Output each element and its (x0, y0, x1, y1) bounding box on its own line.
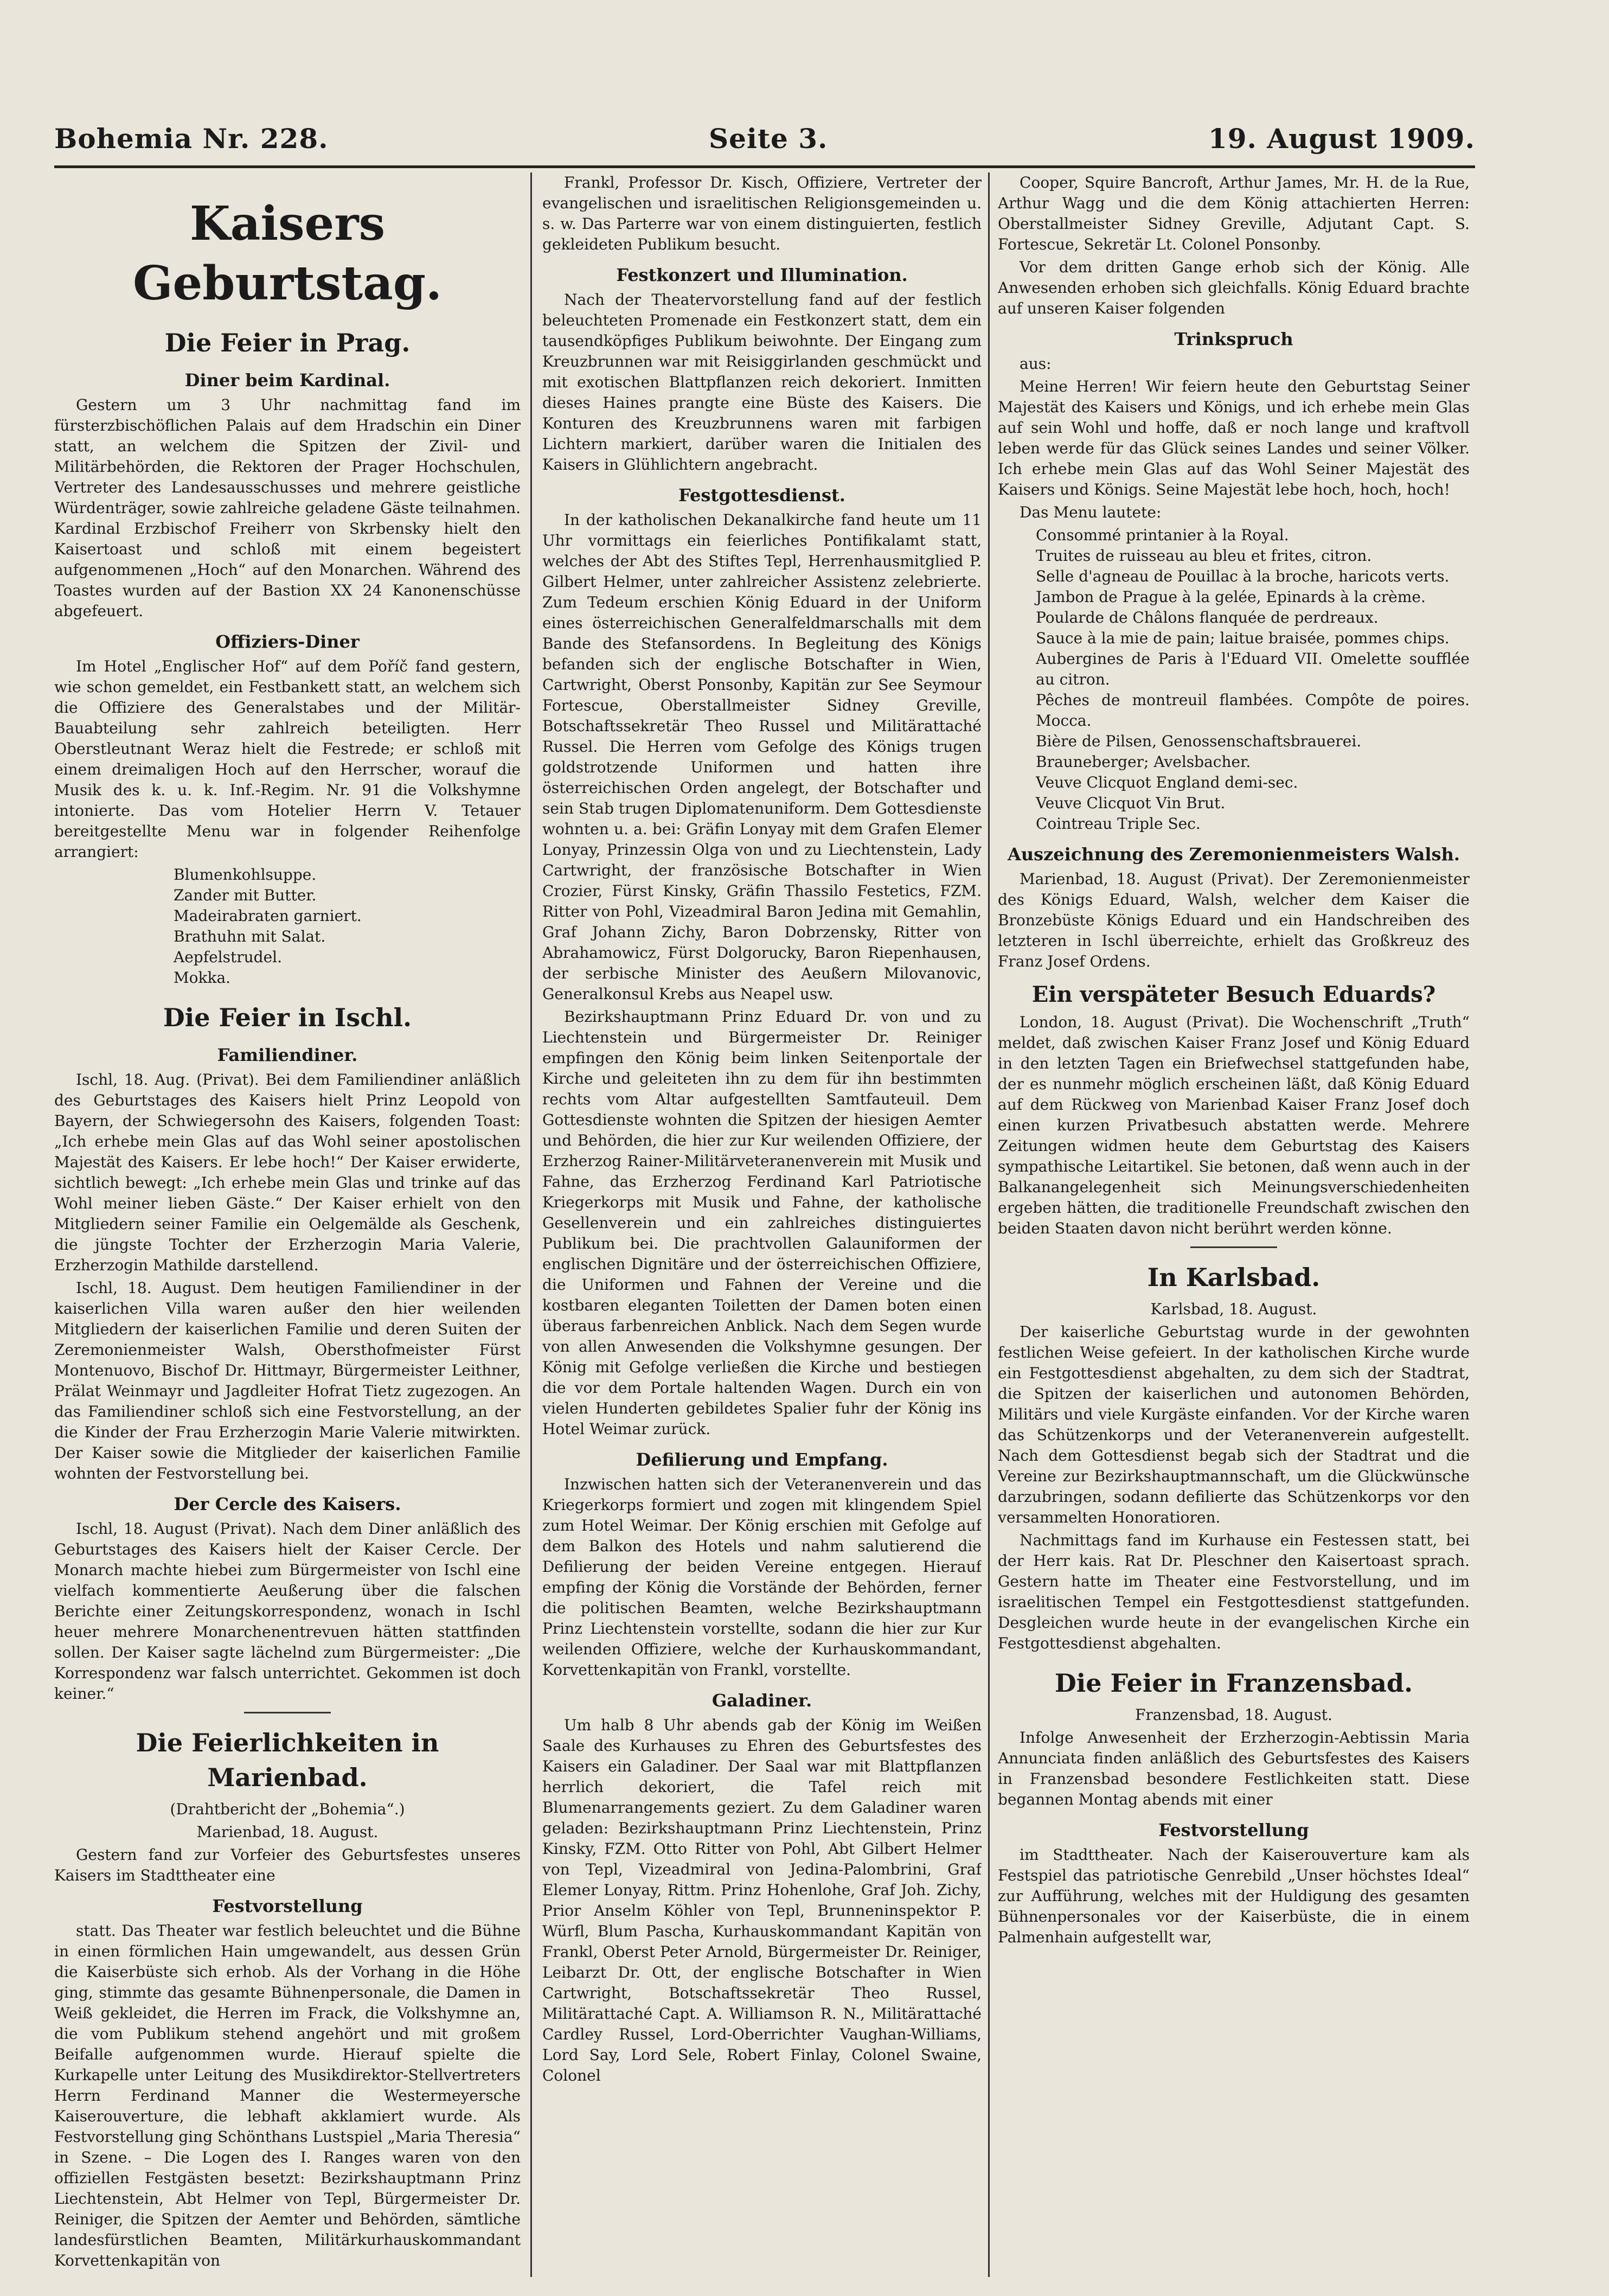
subsection-defilierung: Defilierung und Empfang. (636, 1449, 888, 1470)
menu-item: Madeirabraten garniert. (174, 907, 362, 925)
article-paragraph: Cooper, Squire Bancroft, Arthur James, Mr. H. de la Rue, Arthur Wagg und die dem König attachierten Herren: Oberstallmeister Sidney Greville, Adjutant Capt. S. Fortescue, Sekretär Lt. Colonel Ponsonby. (998, 174, 1470, 253)
article-paragraph: aus: (1020, 355, 1052, 373)
article-paragraph: Das Menu lautete: (1020, 503, 1162, 521)
column-2 (542, 172, 982, 2277)
menu-item: Brauneberger; Avelsbacher. (1036, 753, 1251, 771)
dateline: Franzensbad, 18. August. (1135, 1706, 1332, 1724)
menu-item: Zander mit Butter. (174, 886, 317, 904)
menu-item: Veuve Clicquot Vin Brut. (1036, 794, 1226, 812)
article-paragraph: Infolge Anwesenheit der Erzherzogin-Aebtissin Maria Annunciata finden anläßlich des Geburtsfestes des Kaisers in Franzensbad besondere Festlichkeiten statt. Diese begannen Montag abends mit einer (998, 1729, 1470, 1808)
menu-list-prag (174, 865, 521, 988)
subsection-festvorstellung: Festvorstellung (212, 1896, 363, 1916)
menu-item: Jambon de Prague à la gelée, Epinards à la crème. (1036, 588, 1426, 606)
menu-item: Blumenkohlsuppe. (174, 866, 317, 884)
column-rule-2 (988, 172, 990, 2277)
wire-note: (Drahtbericht der „Bohemia“.) (170, 1800, 405, 1818)
menu-item: Consommé printanier à la Royal. (1036, 526, 1289, 544)
menu-item: Cointreau Triple Sec. (1036, 815, 1201, 833)
menu-item: Pêches de montreuil flambées. Compôte de poires. Mocca. (1036, 691, 1470, 730)
article-paragraph: Inzwischen hatten sich der Veteranenverein und das Kriegerkorps formiert und zogen mit klingendem Spiel zum Hotel Weimar. Der König erschien mit Gefolge auf dem Balkon des Hotels und nahm salutierend die Defilierung der beiden Vereine entgegen. Hierauf empfing der König die Vorstände der Behörden, ferner die politischen Beamten, welche Bezirkshauptmann Prinz Liechtenstein vorstellte, sodann die hier zur Kur weilenden Offiziere, welche der Kurhauskommandant, Korvettenkapitän von Frankl, vorstellte. (542, 1475, 982, 1679)
section-divider (244, 1712, 331, 1713)
subsection-festkonzert: Festkonzert und Illumination. (616, 265, 908, 285)
page-header (54, 114, 1475, 163)
article-paragraph: Ischl, 18. August (Privat). Nach dem Diner anläßlich des Geburtstages des Kaisers hielt der Kaiser Cercle. Der Monarch machte hiebei zum Bürgermeister von Ischl eine vielfach kommentierte Aeußerung über die falschen Berichte einer Zeitungskorrespondenz, wonach in Ischl heuer mehrere Monarchenentrevuen hätten stattfinden sollen. Der Kaiser sagte lächelnd zum Bürgermeister: „Die Korrespondenz war falsch unterrichtet. Gekommen ist doch keiner.“ (54, 1520, 521, 1703)
section-divider (1190, 1246, 1277, 1248)
article-paragraph: Bezirkshauptmann Prinz Eduard Dr. von und zu Liechtenstein und Bürgermeister Dr. Reiniger empfingen den König beim linken Seitenportale der Kirche und geleiteten ihn zu dem für ihn bestimmten rechts vom Altar aufgestellten Samtfauteuil. Dem Gottesdienste wohnten die Spitzen der hiesigen Aemter und Behörden, die hier zur Kur weilenden Offiziere, der Erzherzog Rainer-Militärveteranenverein mit Musik und Fahne, das Erzherzog Ferdinand Karl Patriotische Kriegerkorps mit Musik und Fahne, der katholische Gesellenverein und ein zahlreiches distinguiertes Publikum bei. Die prachtvollen Galauniformen der englischen Dignitäre und der österreichischen Offiziere, die Uniformen und Fahnen der Vereine und die kostbaren eleganten Toiletten der Damen boten einen überaus farbenreichen Anblick. Nach dem Segen wurde von allen Anwesenden die Volkshymne gesungen. Der König mit Gefolge verließen die Kirche und bestiegen die vor dem Portale haltenden Wagen. Durch ein von vielen Hunderten gebildetes Spalier fuhr der König ins Hotel Weimar zurück. (542, 1008, 982, 1438)
subsection-festgottesdienst: Festgottesdienst. (678, 485, 845, 506)
dateline: Marienbad, 18. August. (196, 1823, 379, 1841)
column-3 (998, 172, 1470, 2277)
article-paragraph: Ischl, 18. Aug. (Privat). Bei dem Familiendiner anläßlich des Geburtstages des Kaisers hielt Prinz Leopold von Bayern, der Schwiegersohn des Kaisers, folgenden Toast: „Ich erhebe mein Glas auf das Wohl seiner apostolischen Majestät des Kaisers. Er lebe hoch!“ Der Kaiser erwiderte, sichtlich bewegt: „Ich erhebe mein Glas und trinke auf das Wohl meiner lieben Gäste.“ Der Kaiser erhielt von den Mitgliedern seiner Familie ein Oelgemälde als Geschenk, die jüngste Tochter der Erzherzogin Maria Valerie, Erzherzogin Mathilde darstellend. (54, 1071, 521, 1274)
article-paragraph: London, 18. August (Privat). Die Wochenschrift „Truth“ meldet, daß zwischen Kaiser Franz Josef und König Eduard in den letzten Tagen ein Briefwechsel stattgefunden habe, der es nunmehr möglich erscheinen läßt, daß König Eduard auf dem Rückweg von Marienbad Kaiser Franz Josef doch einen kurzen Privatbesuch abstatten werde. Mehrere Zeitungen widmen heute dem Geburtstag des Kaisers sympathische Leitartikel. Sie betonen, daß wenn auch in der Balkanangelegenheit sich Meinungsverschiedenheiten ergeben hätten, die traditionelle Freundschaft zwischen den beiden Staaten davon nicht berührt werden könne. (998, 1013, 1470, 1237)
header-rule (54, 165, 1475, 168)
menu-item: Bière de Pilsen, Genossenschaftsbrauerei. (1036, 732, 1362, 750)
section-title-karlsbad: In Karlsbad. (1147, 1263, 1320, 1292)
header-page-number: Seite 3. (709, 122, 828, 155)
section-title-prag: Die Feier in Prag. (164, 328, 411, 357)
subsection-kardinal: Diner beim Kardinal. (184, 370, 390, 391)
header-issue: Bohemia Nr. 228. (54, 122, 329, 155)
article-paragraph: In der katholischen Dekanalkirche fand heute um 11 Uhr vormittags ein feierliches Pontifikalamt statt, welches der Abt des Stiftes Tepl, Herrenhausmitglied P. Gilbert Helmer, unter zahlreicher Assistenz zelebrierte. Zum Tedeum erschien König Eduard in der Uniform eines österreichischen Generalfeldmarschalls mit dem Bande des Stefansordens. In Begleitung des Königs befanden sich der englische Botschafter in Wien, Cartwright, Oberst Ponsonby, Kapitän zur See Seymour Fortescue, Oberstallmeister Sidney Greville, Botschaftssekretär Theo Russel und Militärattaché Russel. Die Herren vom Gefolge des Königs trugen goldstrotzende Uniformen und hatten ihre österreichischen Orden angelegt, der Botschafter und sein Stab trugen Diplomatenuniform. Dem Gottesdienste wohnten u. a. bei: Gräfin Lonyay mit dem Grafen Elemer Lonyay, Prinzessin Olga von und zu Liechtenstein, Lady Cartwright, der französische Botschafter in Wien Crozier, Fürst Kinsky, Gräfin Thassilo Festetics, FZM. Ritter von Pohl, Vizeadmiral Baron Jedina mit Gemahlin, Graf Johann Zichy, Baron Dobrzensky, Ritter von Abrahamowicz, Fürst Dolgorucky, Baron Riepenhausen, der serbische Minister des Aeußern Milovanovic, Generalkonsul Krebs aus Neapel usw. (542, 511, 982, 1003)
article-paragraph: Der kaiserliche Geburtstag wurde in der gewohnten festlichen Weise gefeiert. In der katholischen Kirche wurde ein Festgottesdienst abgehalten, zu dem sich der Stadtrat, die Spitzen der kaiserlichen und autonomen Behörden, Militärs und viele Kurgäste einfanden. Vor der Kirche waren das Schützenkorps und der Veteranenverein aufgestellt. Nach dem Gottesdienst begab sich der Stadtrat und die Vereine zur Bezirkshauptmannschaft, um die Glückwünsche darzubringen, sodann defilierte das Schützenkorps vor den versammelten Honoratioren. (998, 1323, 1470, 1526)
article-paragraph: Nach der Theatervorstellung fand auf der festlich beleuchteten Promenade ein Festkonzert statt, dem ein tausendköpfiges Publikum beiwohnte. Der Eingang zum Kreuzbrunnen war mit Reisiggirlanden geschmückt und mit exotischen Blattpflanzen reich dekoriert. Inmitten dieses Haines prangte eine Büste des Kaisers. Die Konturen des Kreuzbrunnens waren mit farbigen Lichtern markiert, darüber waren die Initialen des Kaisers in Glühlichtern angebracht. (542, 291, 982, 474)
menu-item: Sauce à la mie de pain; laitue braisée, pommes chips. (1036, 629, 1450, 647)
section-title-besuch: Ein verspäteter Besuch Eduards? (1031, 982, 1436, 1007)
column-rule-1 (530, 172, 532, 2277)
article-paragraph: Im Hotel „Englischer Hof“ auf dem Poříč fand gestern, wie schon gemeldet, ein Festbankett statt, an welchem sich die Offiziere des Generalstabes und der Militär-Bauabteilung sehr zahlreich beteiligten. Herr Oberstleutnant Weraz hielt die Festrede; er schloß mit einem dreimaligen Hoch auf den Herrscher, worauf die Musik des k. u. k. Inf.-Regim. Nr. 91 die Volkshymne intonierte. Das vom Hotelier Herrn V. Tetauer bereitgestellte Menu war in folgender Reihenfolge arrangiert: (54, 657, 521, 861)
article-paragraph: Gestern um 3 Uhr nachmittag fand im fürsterzbischöflichen Palais auf dem Hradschin ein Diner statt, an welchem die Spitzen der Zivil- und Militärbehörden, die Rektoren der Prager Hochschulen, Vertreter des Landesausschusses und mehrere geistliche Würdenträger, sowie zahlreiche geladene Gäste teilnahmen. Kardinal Erzbischof Freiherr von Skrbensky hielt den Kaisertoast und schloß mit einem begeistert aufgenommenen „Hoch“ auf den Monarchen. Während des Toastes wurden auf der Bastion XX 24 Kanonenschüsse abgefeuert. (54, 396, 521, 620)
subsection-festvorstellung-franzensbad: Festvorstellung (1158, 1820, 1309, 1840)
article-paragraph: statt. Das Theater war festlich beleuchtet und die Bühne in einen förmlichen Hain umgewandelt, aus dessen Grün die Kaiserbüste sich erhob. Als der Vorhang in die Höhe ging, stimmte das gesamte Bühnenpersonale, die Damen in Weiß gekleidet, die Herren im Frack, die Volkshymne an, die vom Publikum stehend angehört und mit großem Beifalle aufgenommen wurde. Hierauf spielte die Kurkapelle unter Leitung des Musikdirektor-Stellvertreters Herrn Ferdinand Manner die Westermeyersche Kaiserouverture, die lebhaft akklamiert wurde. Als Festvorstellung ging Schönthans Lustspiel „Maria Theresia“ in Szene. – Die Logen des I. Ranges waren von den offiziellen Festgästen besetzt: Bezirkshauptmann Prinz Liechtenstein, Abt Helmer von Tepl, Bürgermeister Dr. Reiniger, die Spitzen der Aemter und Behörden, sämtliche landesfürstlichen Beamten, Militärkurhauskommandant Korvettenkapitän von (54, 1922, 521, 2269)
menu-item: Veuve Clicquot England demi-sec. (1036, 773, 1298, 791)
article-paragraph: Marienbad, 18. August (Privat). Der Zeremonienmeister des Königs Eduard, Walsh, welcher dem Kaiser die Bronzebüste Königs Eduard und ein Handschreiben des letzteren in Ischl überreichte, erhielt das Großkreuz des Franz Josef Ordens. (998, 870, 1470, 970)
menu-item: Poularde de Châlons flanquée de perdreaux. (1036, 609, 1379, 626)
dateline: Karlsbad, 18. August. (1150, 1300, 1317, 1318)
menu-list-galadiner (1036, 525, 1470, 834)
column-1 (54, 172, 521, 2277)
article-paragraph: Um halb 8 Uhr abends gab der König im Weißen Saale des Kurhauses zu Ehren des Geburtsfestes des Kaisers ein Galadiner. Der Saal war mit Blattpflanzen herrlich dekoriert, die Tafel reich mit Blumenarrangements geziert. Zu dem Galadiner waren geladen: Bezirkshauptmann Prinz Liechtenstein, Prinz Kinsky, FZM. Otto Ritter von Pohl, Abt Gilbert Helmer von Tepl, Vizeadmiral von Jedina-Palombrini, Graf Elemer Lonyay, Rittm. Prinz Hohenlohe, Graf Joh. Zichy, Prior Anselm Köhler von Tepl, Brunneninspektor P. Würfl, Blum Pascha, Kurhauskommandant Kapitän von Frankl, Oberst Peter Arnold, Bürgermeister Dr. Reiniger, Leibarzt Dr. Ott, der englische Botschafter in Wien Cartwright, Botschaftssekretär Theo Russel, Militärattaché Capt. A. Williamson R. N., Militärattaché Cardley Russel, Lord-Oberrichter Vaughan-Williams, Lord Say, Lord Sele, Robert Finlay, Colonel Swaine, Colonel (542, 1716, 982, 2084)
header-date: 19. August 1909. (1208, 122, 1475, 155)
subsection-auszeichnung: Auszeichnung des Zeremonienmeisters Walsh. (1008, 844, 1460, 865)
subsection-trinkspruch: Trinkspruch (1174, 329, 1293, 349)
subsection-familiendiner: Familiendiner. (217, 1045, 358, 1065)
menu-item: Brathuhn mit Salat. (174, 928, 326, 945)
article-paragraph: Meine Herren! Wir feiern heute den Geburtstag Seiner Majestät des Kaisers und Königs, und ich erhebe mein Glas auf sein Wohl und hoffe, daß er noch lange und kraftvoll leben werde für das Glück seines Landes und seiner Völker. Ich erhebe mein Glas auf das Wohl Seiner Majestät des Kaisers und Königs. Seine Majestät lebe hoch, hoch, hoch! (998, 378, 1470, 498)
subsection-cercle: Der Cercle des Kaisers. (174, 1494, 401, 1514)
menu-item: Aepfelstrudel. (174, 948, 282, 966)
article-paragraph: Nachmittags fand im Kurhause ein Festessen statt, bei der Herr kais. Rat Dr. Pleschner den Kaisertoast sprach. Gestern hatte im Theater eine Festvorstellung, und im israelitischen Tempel ein Festgottesdienst stattgefunden. Desgleichen wurde heute in der evangelischen Kirche ein Festgottesdienst abgehalten. (998, 1531, 1470, 1652)
section-title-marienbad: Die Feierlichkeiten in Marienbad. (136, 1728, 439, 1792)
menu-item: Truites de ruisseau au bleu et frites, citron. (1036, 547, 1372, 565)
article-paragraph: Gestern fand zur Vorfeier des Geburtsfestes unseres Kaisers im Stadttheater eine (54, 1846, 521, 1884)
menu-item: Selle d'agneau de Pouillac à la broche, haricots verts. (1036, 567, 1450, 585)
article-paragraph: im Stadttheater. Nach der Kaiserouverture kam als Festspiel das patriotische Genrebild „Unser höchstes Ideal“ zur Aufführung, welches mit der Huldigung des gesamten Bühnenpersonales vor der Kaiserbüste, die in einem Palmenhain aufgestellt war, (998, 1846, 1470, 1946)
subsection-galadiner: Galadiner. (711, 1690, 812, 1711)
menu-item: Aubergines de Paris à l'Eduard VII. Omelette soufflée au citron. (1036, 650, 1470, 688)
section-title-franzensbad: Die Feier in Franzensbad. (1054, 1668, 1413, 1698)
article-paragraph: Ischl, 18. August. Dem heutigen Familiendiner in der kaiserlichen Villa waren außer den hier weilenden Mitgliedern der kaiserlichen Familie und deren Suiten der Zeremonienmeister Walsh, Obersthofmeister Fürst Montenuovo, Bischof Dr. Hittmayr, Bürgermeister Leithner, Prälat Weinmayr und Jagdleiter Hofrat Tietz zugezogen. An das Familiendiner schloß sich eine Festvorstellung, an der die Kinder der Frau Erzherzogin Marie Valerie mitwirkten. Der Kaiser sowie die Mitglieder der kaiserlichen Familie wohnten der Festvorstellung bei. (54, 1279, 521, 1482)
article-paragraph: Vor dem dritten Gange erhob sich der König. Alle Anwesenden erhoben sich gleichfalls. König Eduard brachte auf unseren Kaiser folgenden (998, 258, 1470, 317)
section-title-ischl: Die Feier in Ischl. (163, 1003, 412, 1032)
main-headline: Kaisers Geburtstag. (133, 196, 442, 311)
article-paragraph: Frankl, Professor Dr. Kisch, Offiziere, Vertreter der evangelischen und israelitischen Religionsgemeinden u. s. w. Das Parterre war von einem distinguierten, festlich gekleideten Publikum besucht. (542, 174, 982, 253)
menu-item: Mokka. (174, 969, 231, 987)
subsection-offiziers-diner: Offiziers-Diner (215, 631, 360, 652)
